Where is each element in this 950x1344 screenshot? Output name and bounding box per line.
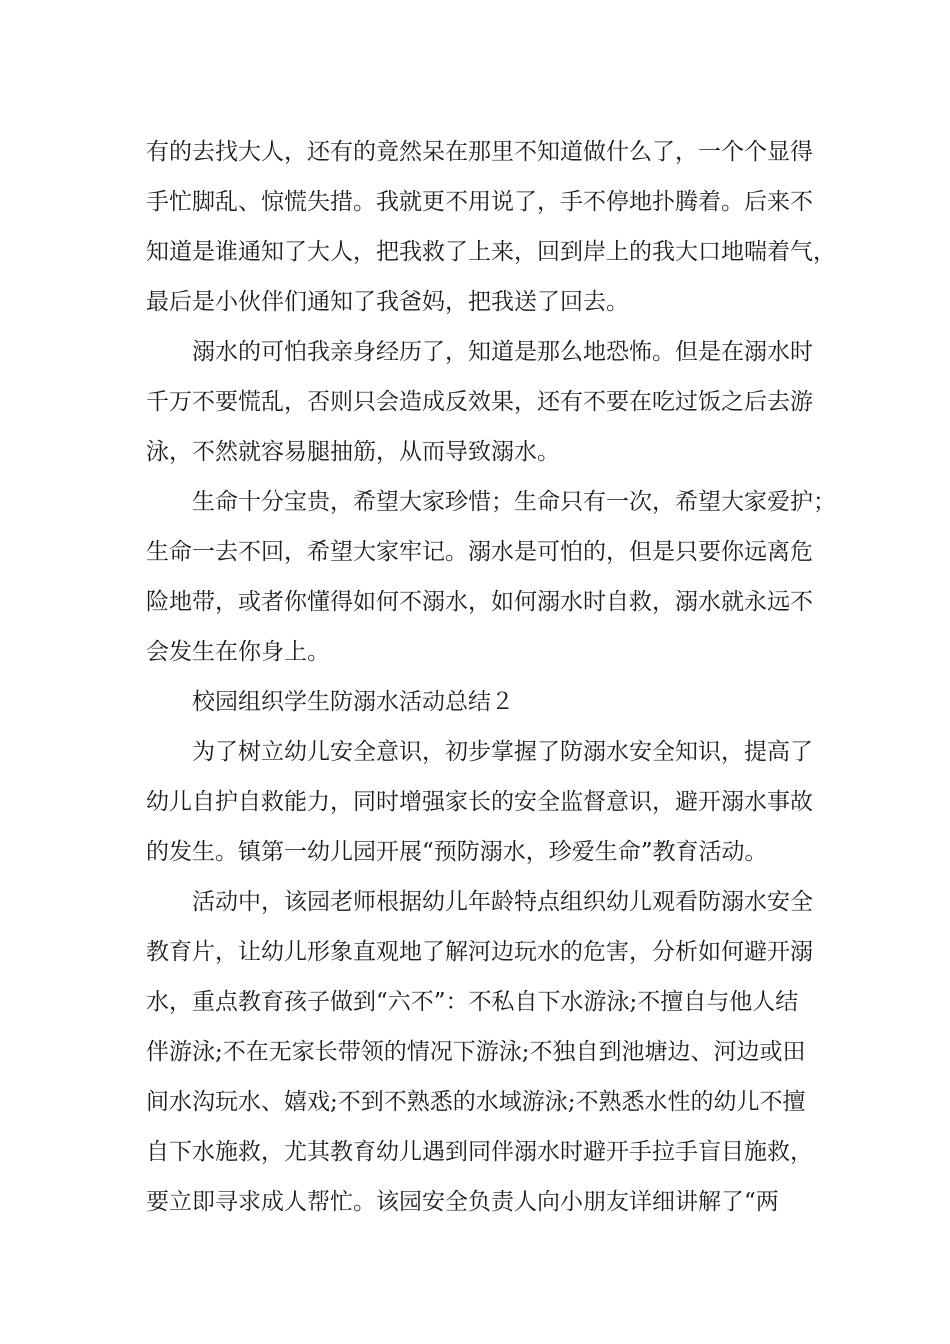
text-line: 要立即寻求成人帮忙。该园安全负责人向小朋友详细讲解了“两 <box>146 1189 779 1215</box>
text-line: 的发生。镇第一幼儿园开展“预防溺水，珍爱生命”教育活动。 <box>146 839 768 865</box>
text-line: 千万不要慌乱，否则只会造成反效果，还有不要在吃过饭之后去游 <box>146 389 813 415</box>
text-line: 泳，不然就容易腿抽筋，从而导致溺水。 <box>146 439 560 465</box>
text-line: 溺水的可怕我亲身经历了，知道是那么地恐怖。但是在溺水时 <box>192 339 813 365</box>
text-line: 活动中，该园老师根据幼儿年龄特点组织幼儿观看防溺水安全 <box>192 889 813 915</box>
text-line: 教育片，让幼儿形象直观地了解河边玩水的危害，分析如何避开溺 <box>146 939 813 965</box>
section-heading: 校园组织学生防溺水活动总结２ <box>192 689 514 715</box>
text-line: 生命十分宝贵，希望大家珍惜；生命只有一次，希望大家爱护； <box>192 489 836 515</box>
text-line: 间水沟玩水、嬉戏;不到不熟悉的水域游泳;不熟悉水性的幼儿不擅 <box>146 1089 806 1115</box>
text-line: 险地带，或者你懂得如何不溺水，如何溺水时自救，溺水就永远不 <box>146 589 813 615</box>
text-line: 知道是谁通知了大人，把我救了上来，回到岸上的我大口地喘着气， <box>146 239 836 265</box>
text-line: 为了树立幼儿安全意识，初步掌握了防溺水安全知识，提高了 <box>192 739 813 765</box>
text-line: 会发生在你身上。 <box>146 639 330 665</box>
text-line: 生命一去不回，希望大家牢记。溺水是可怕的，但是只要你远离危 <box>146 539 813 565</box>
text-line: 有的去找大人，还有的竟然呆在那里不知道做什么了，一个个显得 <box>146 139 813 165</box>
text-line: 手忙脚乱、惊慌失措。我就更不用说了，手不停地扑腾着。后来不 <box>146 189 813 215</box>
text-line: 最后是小伙伴们通知了我爸妈，把我送了回去。 <box>146 289 629 315</box>
text-line: 伴游泳;不在无家长带领的情况下游泳;不独自到池塘边、河边或田 <box>146 1039 806 1065</box>
text-line: 自下水施救，尤其教育幼儿遇到同伴溺水时避开手拉手盲目施救， <box>146 1139 813 1165</box>
text-line: 水，重点教育孩子做到“六不”：不私自下水游泳;不擅自与他人结 <box>146 989 799 1015</box>
text-line: 幼儿自护自救能力，同时增强家长的安全监督意识，避开溺水事故 <box>146 789 813 815</box>
